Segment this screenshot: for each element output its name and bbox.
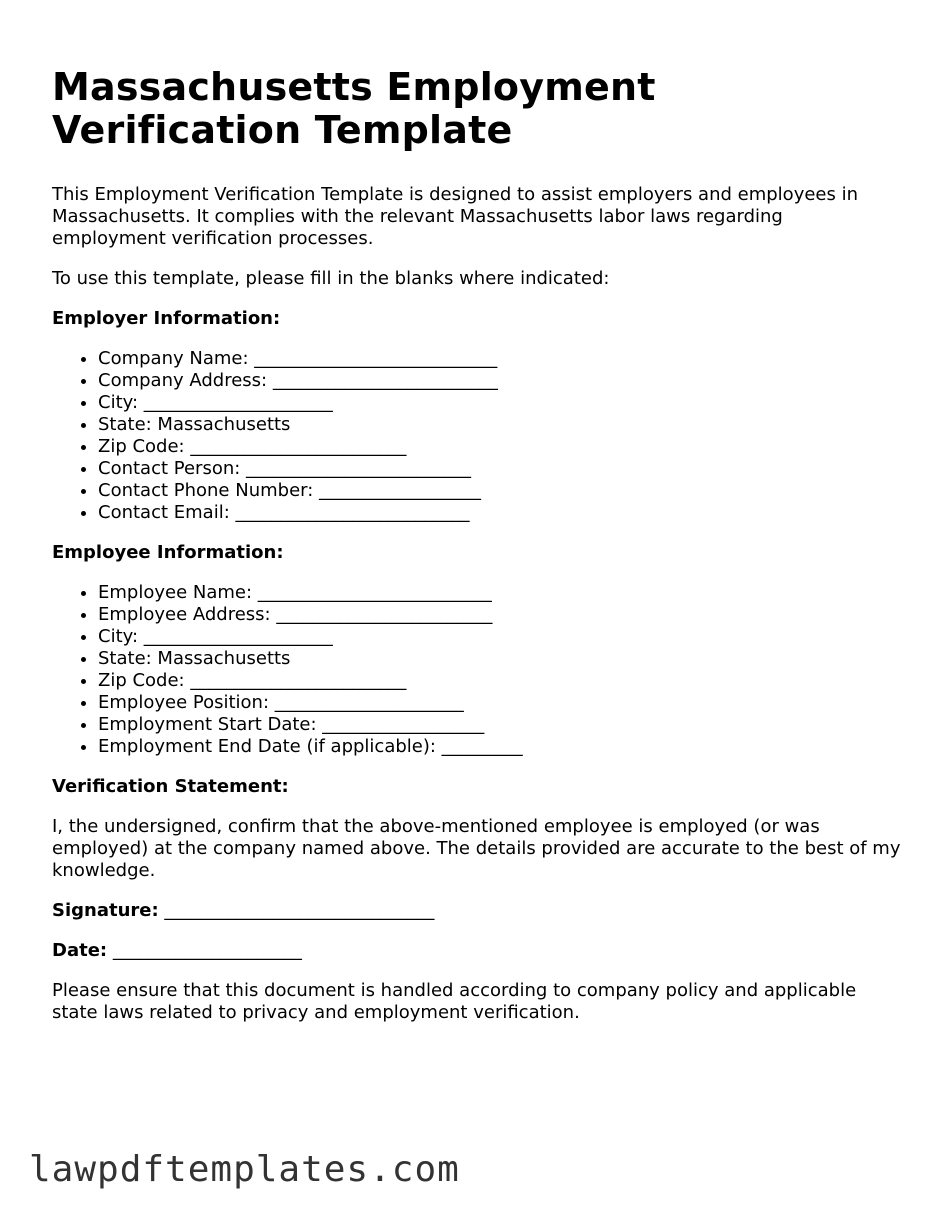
list-item: • Employee Address: ________________________ (98, 604, 902, 626)
list-item: • City: _____________________ (98, 392, 902, 414)
signature-label: Signature: (52, 900, 159, 921)
list-item: • Employee Name: __________________________ (98, 582, 902, 604)
employer-info-list (52, 348, 902, 524)
list-item: • Contact Person: _________________________ (98, 458, 902, 480)
employer-section-heading: Employer Information: (52, 308, 281, 329)
signature-line (52, 900, 902, 922)
list-item: • State: Massachusetts (98, 414, 902, 436)
list-item: • State: Massachusetts (98, 648, 902, 670)
site-watermark: lawpdftemplates.com (29, 1149, 460, 1190)
list-item: • Contact Email: __________________________ (98, 502, 902, 524)
date-label: Date: (52, 940, 108, 961)
list-item: • Company Address: _________________________ (98, 370, 902, 392)
verification-statement: I, the undersigned, confirm that the above-mentioned employee is employed (or was employed) at the company named above. The details provided are accurate to the best of my knowledge. (52, 816, 901, 881)
closing-paragraph: Please ensure that this document is handled according to company policy and applicable state laws related to privacy and employment verification. (52, 980, 857, 1023)
list-item: • Employment End Date (if applicable): _________ (98, 736, 902, 758)
list-item: • Employee Position: _____________________ (98, 692, 902, 714)
list-item: • Zip Code: ________________________ (98, 670, 902, 692)
intro-paragraph: This Employment Verification Template is designed to assist employers and employees in Massachusetts. It complies with the relevant Massachusetts labor laws regarding employment verification processes. (52, 184, 859, 249)
signature-blank: ______________________________ (164, 900, 435, 921)
date-blank: _____________________ (112, 940, 302, 961)
list-item: • Zip Code: ________________________ (98, 436, 902, 458)
employee-info-list (52, 582, 902, 758)
page-title: Massachusetts Employment Verification Template (52, 65, 656, 152)
list-item: • Contact Phone Number: __________________ (98, 480, 902, 502)
document-page (52, 66, 902, 1042)
list-item: • City: _____________________ (98, 626, 902, 648)
list-item: • Employment Start Date: __________________ (98, 714, 902, 736)
verification-section-heading: Verification Statement: (52, 776, 289, 797)
date-line (52, 940, 902, 962)
instructions-paragraph: To use this template, please fill in the blanks where indicated: (52, 268, 610, 289)
list-item: • Company Name: ___________________________ (98, 348, 902, 370)
employee-section-heading: Employee Information: (52, 542, 284, 563)
